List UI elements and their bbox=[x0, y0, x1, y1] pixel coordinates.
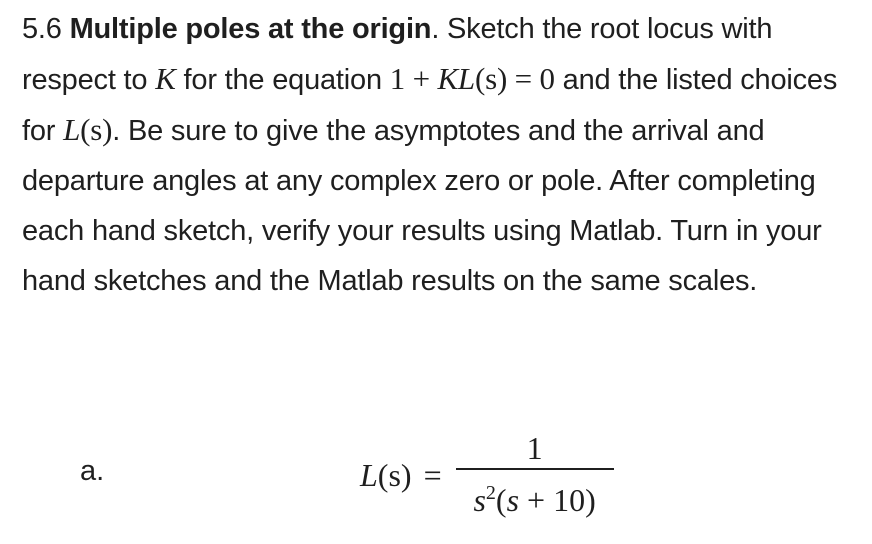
numerator: 1 bbox=[526, 430, 543, 466]
problem-number: 5.6 bbox=[22, 13, 62, 45]
problem-text-1: . Sketch the root locus with respect to bbox=[22, 13, 773, 96]
fraction bbox=[456, 428, 614, 523]
item-a-label: a. bbox=[80, 455, 105, 487]
problem-text-2: for the equation bbox=[175, 64, 390, 96]
equals-sign: = bbox=[423, 456, 442, 493]
problem-text-4: . Be sure to give the asymptotes and the arrival and departure angles at any complex zero or pole. After completing each hand sketch, verify your results using Matlab. Turn in your hand sketches and the Matlab results on the same scales. bbox=[22, 115, 822, 297]
transfer-function-symbol: L(s) bbox=[63, 112, 113, 147]
characteristic-equation: 1 + KL(s) = 0 bbox=[389, 61, 555, 96]
equation-lhs: L(s) bbox=[360, 456, 412, 493]
problem-statement bbox=[22, 4, 862, 306]
item-a-equation bbox=[360, 428, 614, 523]
denominator: $s^2(s + 10)$ bbox=[473, 481, 596, 518]
variable-k: K bbox=[155, 61, 176, 96]
problem-title: Multiple poles at the origin bbox=[69, 13, 432, 45]
problem-text-3: and the listed choices for bbox=[22, 64, 838, 147]
